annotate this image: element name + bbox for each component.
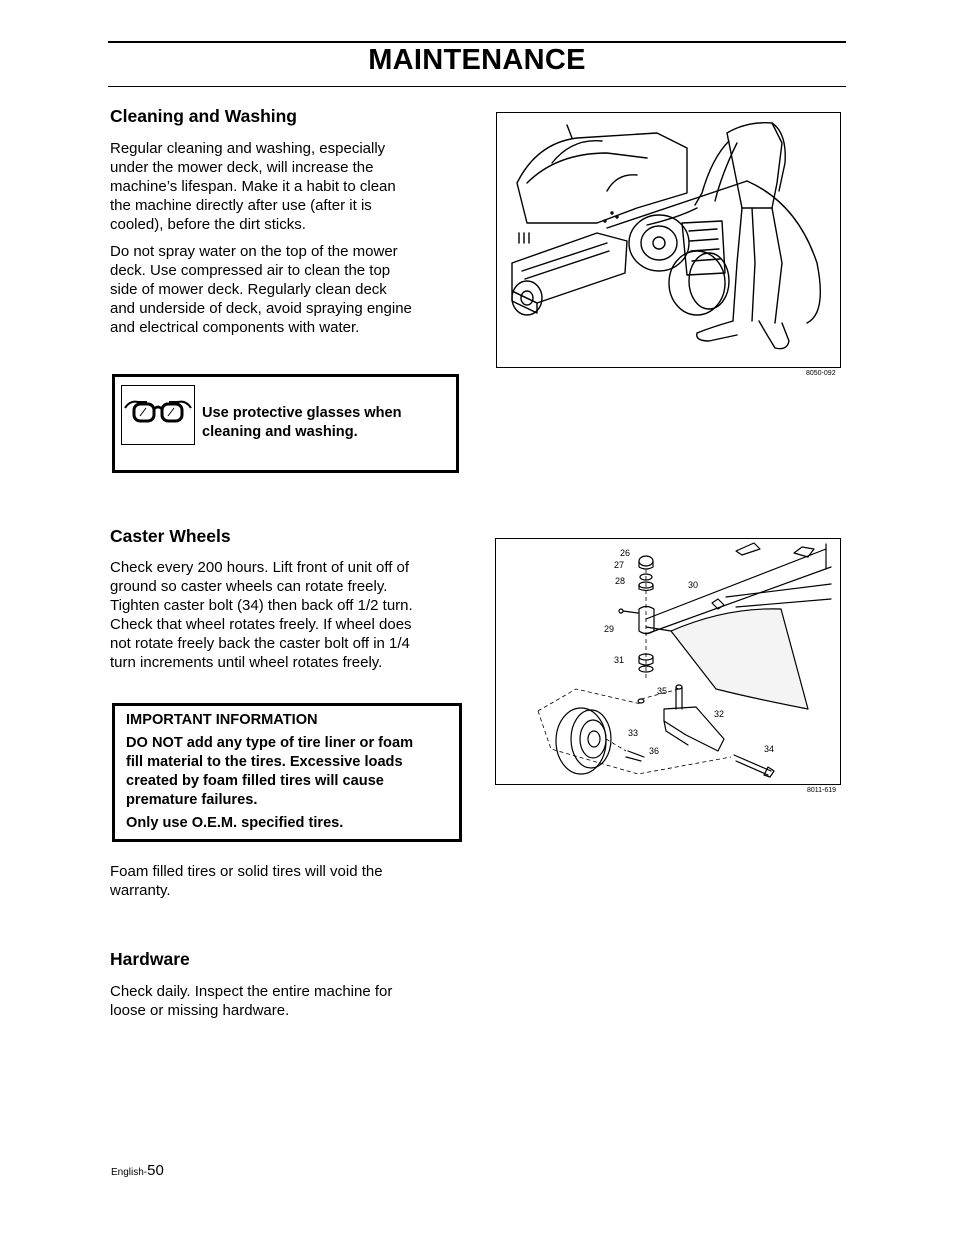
caster-paragraph — [110, 558, 480, 672]
text-line: and underside of deck, avoid spraying engine — [110, 300, 412, 317]
text-line: Check that wheel rotates freely. If wheel does — [110, 616, 412, 633]
hardware-heading: Hardware — [110, 949, 190, 969]
figure-code-caster: 8011-619 — [807, 787, 837, 794]
page-footer — [111, 1162, 164, 1179]
mower-washing-drawing — [497, 113, 840, 367]
hardware-paragraph — [110, 982, 480, 1020]
figure-code-washing: 8050-092 — [806, 370, 836, 377]
caster-exploded-diagram — [495, 538, 841, 785]
cleaning-heading: Cleaning and Washing — [110, 106, 297, 126]
text-line: Check daily. Inspect the entire machine for — [110, 983, 393, 1000]
callout-30: 30 — [688, 580, 699, 590]
text-line: cooled), before the dirt sticks. — [110, 216, 306, 233]
text-line: DO NOT add any type of tire liner or foam — [126, 735, 414, 751]
callout-33: 33 — [628, 728, 639, 738]
text-line: warranty. — [110, 882, 171, 899]
text-line: the machine directly after use (after it is — [110, 197, 372, 214]
warning-text — [202, 404, 452, 442]
text-line: under the mower deck, will increase the — [110, 159, 374, 176]
important-body — [126, 734, 456, 810]
text-line: side of mower deck. Regularly clean deck — [110, 281, 387, 298]
important-title: IMPORTANT INFORMATION — [126, 712, 318, 728]
text-line: premature failures. — [126, 792, 258, 808]
glasses-icon-frame — [121, 385, 195, 445]
washing-illustration — [496, 112, 841, 368]
text-line: Check every 200 hours. Lift front of unit off of — [110, 559, 410, 576]
callout-34: 34 — [764, 744, 775, 754]
footer-language: English- — [111, 1167, 148, 1178]
text-line: and electrical components with water. — [110, 319, 360, 336]
header-bottom-rule — [108, 86, 846, 87]
cleaning-paragraph-1 — [110, 139, 480, 234]
header-top-rule — [108, 41, 846, 43]
text-line: created by foam filled tires will cause — [126, 773, 384, 789]
text-line: machine’s lifespan. Make it a habit to clean — [110, 178, 396, 195]
text-line: Use protective glasses when — [202, 405, 402, 421]
text-line: not rotate freely back the caster bolt off in 1/4 — [110, 635, 410, 652]
important-note: Only use O.E.M. specified tires. — [126, 815, 344, 831]
text-line: Foam filled tires or solid tires will void the — [110, 863, 383, 880]
text-line: Tighten caster bolt (34) then back off 1/2 turn. — [110, 597, 413, 614]
caster-heading: Caster Wheels — [110, 526, 231, 546]
text-line: Regular cleaning and washing, especially — [110, 140, 386, 157]
tire-warranty-paragraph — [110, 862, 480, 900]
important-information-box — [112, 703, 462, 842]
page-title: MAINTENANCE — [368, 44, 586, 76]
text-line: ground so caster wheels can rotate freely. — [110, 578, 388, 595]
callout-29: 29 — [604, 624, 615, 634]
text-line: deck. Use compressed air to clean the top — [110, 262, 391, 279]
callout-26: 26 — [620, 548, 631, 558]
callout-32: 32 — [714, 709, 725, 719]
safety-warning-box — [112, 374, 459, 473]
text-line: loose or missing hardware. — [110, 1002, 290, 1019]
callout-27: 27 — [614, 560, 625, 570]
text-line: fill material to the tires. Excessive loads — [126, 754, 403, 770]
protective-glasses-icon — [122, 386, 194, 444]
page-number: 50 — [147, 1162, 164, 1179]
text-line: Do not spray water on the top of the mower — [110, 243, 398, 260]
callout-31: 31 — [614, 655, 625, 665]
callout-36: 36 — [649, 746, 660, 756]
caster-parts-drawing — [496, 539, 840, 784]
callout-35: 35 — [657, 686, 668, 696]
text-line: turn increments until wheel rotates freely. — [110, 654, 383, 671]
callout-28: 28 — [615, 576, 626, 586]
cleaning-paragraph-2 — [110, 242, 480, 337]
text-line: cleaning and washing. — [202, 424, 358, 440]
